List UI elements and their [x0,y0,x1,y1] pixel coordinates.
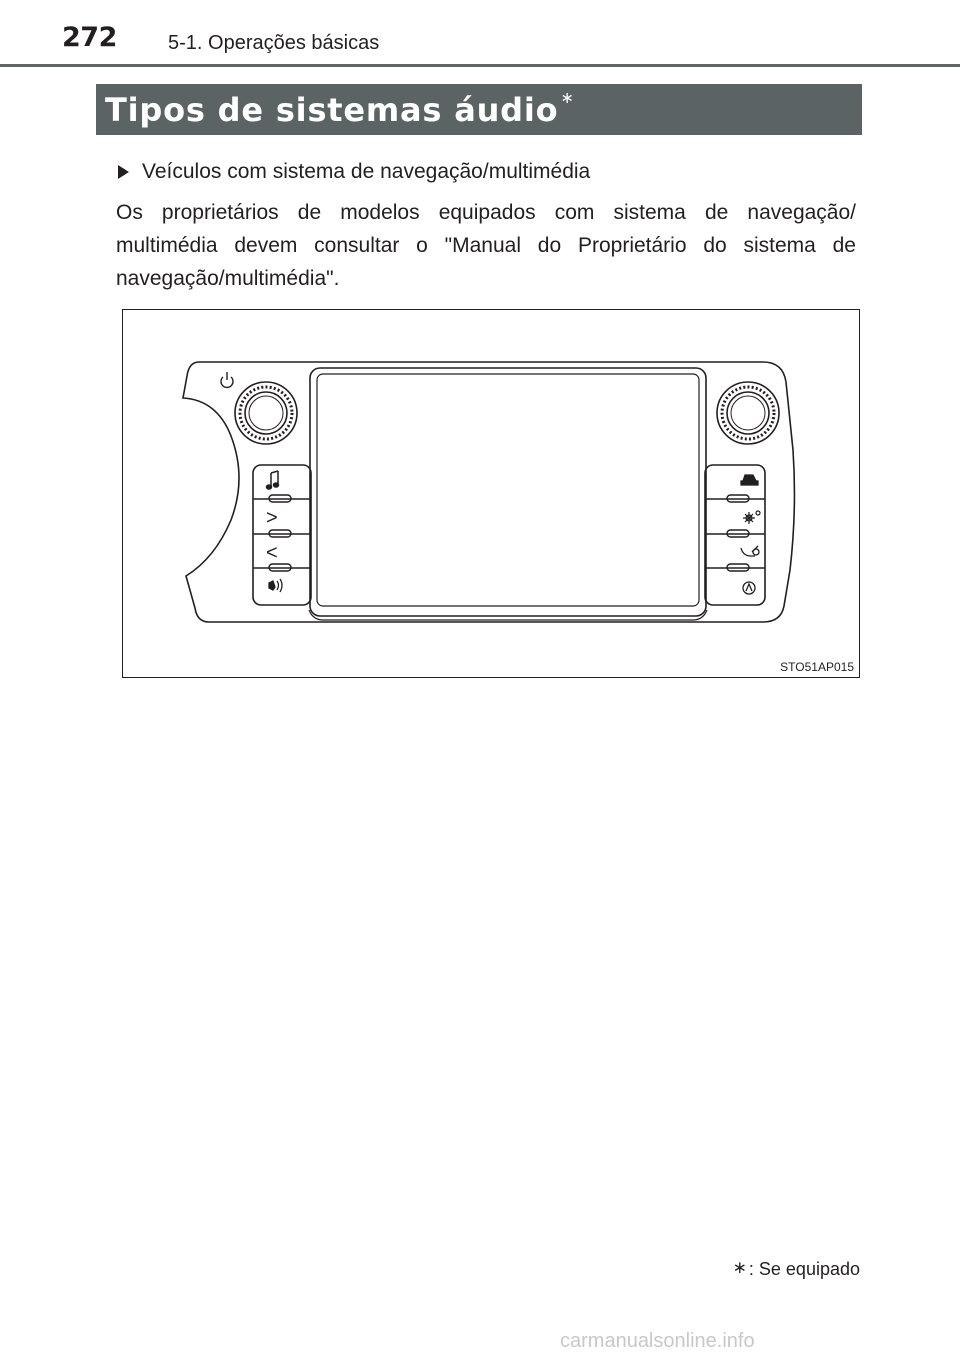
power-icon [221,372,233,387]
seek-up-glyph: > [266,507,278,529]
figure-audio-unit [122,309,860,678]
page-title: Tipos de sistemas áudio [105,90,559,129]
subheading-text: Veículos com sistema de navegação/multimédia [142,160,591,183]
music-note-icon [267,471,279,489]
screen [317,374,699,606]
title-bar [96,84,862,135]
left-knob [235,382,297,444]
seek-down-glyph: < [266,542,278,564]
figure-id: STO51AP015 [780,660,854,674]
header-rule [0,64,960,67]
screen-bezel [310,368,706,616]
footnote [733,1259,860,1280]
footnote-text: : Se equipado [748,1259,860,1279]
title-footnote-marker: ∗ [560,88,574,107]
phone-icon [269,579,282,592]
a-logo-icon [743,582,755,594]
audio-unit-illustration [123,310,859,677]
voice-icon [741,546,759,556]
car-icon [741,475,758,485]
watermark: carmanualsonline.info [560,1330,755,1352]
triangle-bullet-icon [118,165,129,179]
right-button-panel [705,465,765,605]
right-knob [717,382,779,444]
footnote-marker: ∗ [732,1257,747,1278]
unit-outline [183,362,794,622]
body-paragraph: Os proprietários de modelos equipados com sistema de navegação/ multimédia devem consultar o "Manual do Proprietário do sistema de navegação/multimédia". [116,201,856,290]
bottom-chin [309,610,707,620]
page-number: 272 [62,22,117,53]
climate-icon [743,511,760,524]
section-label: 5-1. Operações básicas [168,32,380,54]
subheading [118,160,590,184]
